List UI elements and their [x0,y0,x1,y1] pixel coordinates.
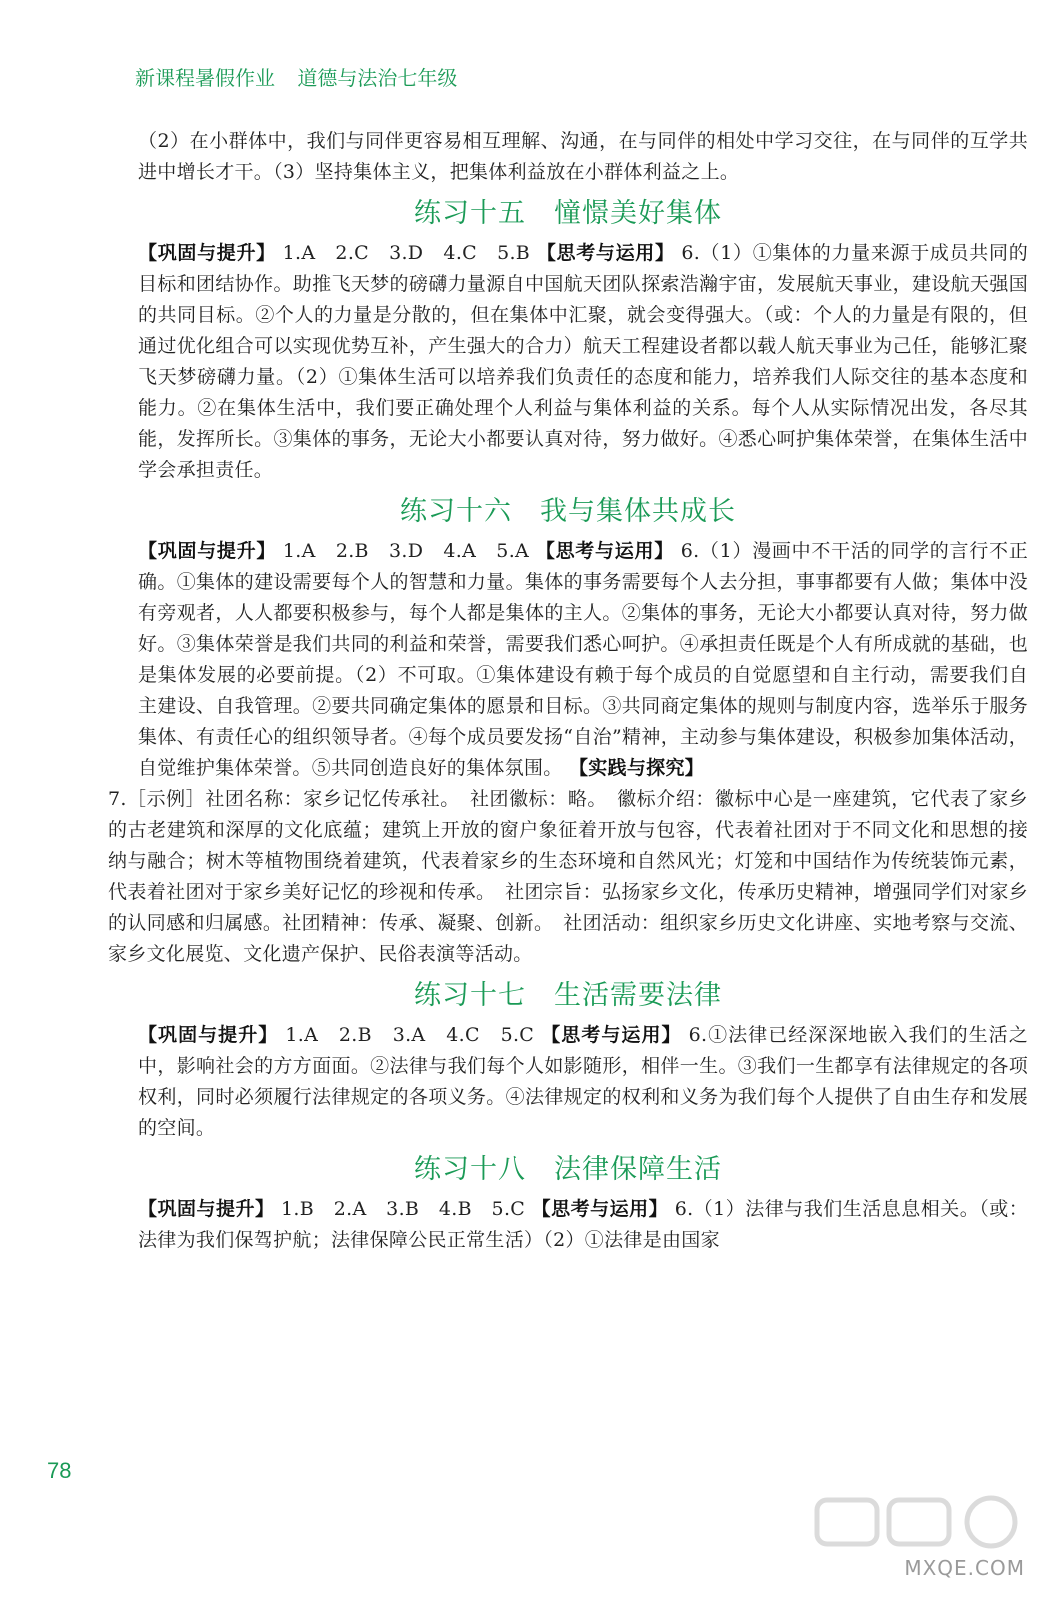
mc-answers: 1.A 2.C 3.D 4.C 5.B [282,242,531,264]
label-consolidate: 【巩固与提升】 [138,1024,279,1046]
section-body-17 [108,1020,1028,1144]
section-number: 练习十五 [414,198,526,229]
practice-answer-16: 7.［示例］社团名称：家乡记忆传承社。 社团徽标：略。 徽标介绍：徽标中心是一座建筑，它代表了家乡的古老建筑和深厚的文化底蕴；建筑上开放的窗户象征着开放与包容，代表着社团对于不同文化和思想的接纳与融合；树木等植物围绕着建筑，代表着家乡的生态环境和自然风光；灯笼和中国结作为传统装饰元素，代表着社团对于家乡美好记忆的珍视和传承。 社团宗旨：弘扬家乡文化，传承历史精神，增强同学们对家乡的认同感和归属感。社团精神：传承、凝聚、创新。 社团活动：组织家乡历史文化讲座、实地考察与交流、家乡文化展览、文化遗产保护、民俗表演等活动。 [108,788,1028,965]
label-think: 【思考与运用】 [531,1198,669,1220]
section-name: 我与集体共成长 [540,496,736,527]
section-number: 练习十七 [414,980,526,1011]
section-title-16 [108,494,1028,530]
mc-answers: 1.B 2.A 3.B 4.B 5.C [281,1198,526,1220]
label-practice: 【实践与探究】 [568,757,705,779]
answer-text: 6.（1）①集体的力量来源于成员共同的目标和团结协作。助推飞天梦的磅礴力量源自中国航天团队探索浩瀚宇宙，发展航天事业，建设航天强国的共同目标。②个人的力量是分散的，但在集体中汇聚，就会变得强大。（或：个人的力量是有限的，但通过优化组合可以实现优势互补，产生强大的合力）航天工程建设者都以载人航天事业为己任，能够汇聚飞天梦磅礴力量。（2）①集体生活可以培养我们负责任的态度和能力，培养我们人际交往的基本态度和能力。②在集体生活中，我们要正确处理个人利益与集体利益的关系。每个人从实际情况出发，各尽其能，发挥所长。③集体的事务，无论大小都要认真对待，努力做好。④悉心呵护集体荣誉，在集体生活中学会承担责任。 [138,242,1028,481]
answer-text: 6.（1）法律与我们生活息息相关。（或：法律为我们保驾护航；法律保障公民正常生活）（2）①法律是由国家 [138,1198,1029,1251]
section-name: 生活需要法律 [554,980,722,1011]
series-title: 新课程暑假作业 [135,66,275,90]
section-name: 憧憬美好集体 [554,198,722,229]
section-name: 法律保障生活 [554,1154,722,1185]
intro-paragraph: （2）在小群体中，我们与同伴更容易相互理解、沟通，在与同伴的相处中学习交往，在与同伴的互学共进中增长才干。（3）坚持集体主义，把集体利益放在小群体利益之上。 [138,130,1028,183]
label-consolidate: 【巩固与提升】 [138,242,276,264]
watermark-text: MXQE.COM [904,1556,1025,1580]
label-think: 【思考与运用】 [535,540,674,562]
section-number: 练习十八 [414,1154,526,1185]
mc-answers: 1.A 2.B 3.D 4.A 5.A [282,540,530,562]
answer-content [108,126,1028,1256]
label-consolidate: 【巩固与提升】 [138,1198,275,1220]
answer-text: 6.①法律已经深深地嵌入我们的生活之中，影响社会的方方面面。②法律与我们每个人如影随形，相伴一生。③我们一生都享有法律规定的各项权利，同时必须履行法律规定的各项义务。④法律规定的权利和义务为我们每个人提供了自由生存和发展的空间。 [138,1024,1029,1139]
label-think: 【思考与运用】 [536,242,675,264]
label-consolidate: 【巩固与提升】 [138,540,277,562]
label-think: 【思考与运用】 [541,1024,682,1046]
running-header [135,62,457,91]
section-body-16 [108,536,1028,784]
section-title-17 [108,978,1028,1014]
page-number: 78 [47,1458,72,1483]
subject-title: 道德与法治七年级 [297,66,458,90]
mc-answers: 1.A 2.B 3.A 4.C 5.C [285,1024,535,1046]
section-title-15 [108,196,1028,232]
answer-text: 6.（1）漫画中不干活的同学的言行不正确。①集体的建设需要每个人的智慧和力量。集体的事务需要每个人去分担，事事都要有人做；集体中没有旁观者，人人都要积极参与，每个人都是集体的主人。②集体的事务，无论大小都要认真对待，努力做好。③集体荣誉是我们共同的利益和荣誉，需要我们悉心呵护。④承担责任既是个人有所成就的基础，也是集体发展的必要前提。（2）不可取。①集体建设有赖于每个成员的自觉愿望和自主行动，需要我们自主建设、自我管理。②要共同确定集体的愿景和目标。③共同商定集体的规则与制度内容，选举乐于服务集体、有责任心的组织领导者。④每个成员要发扬“自治”精神，主动参与集体建设，积极参加集体活动，自觉维护集体荣誉。⑤共同创造良好的集体氛围。 [138,540,1029,779]
section-number: 练习十六 [400,496,512,527]
section-body-15 [108,238,1028,486]
section-title-18 [108,1152,1028,1188]
section-body-18 [108,1194,1028,1256]
